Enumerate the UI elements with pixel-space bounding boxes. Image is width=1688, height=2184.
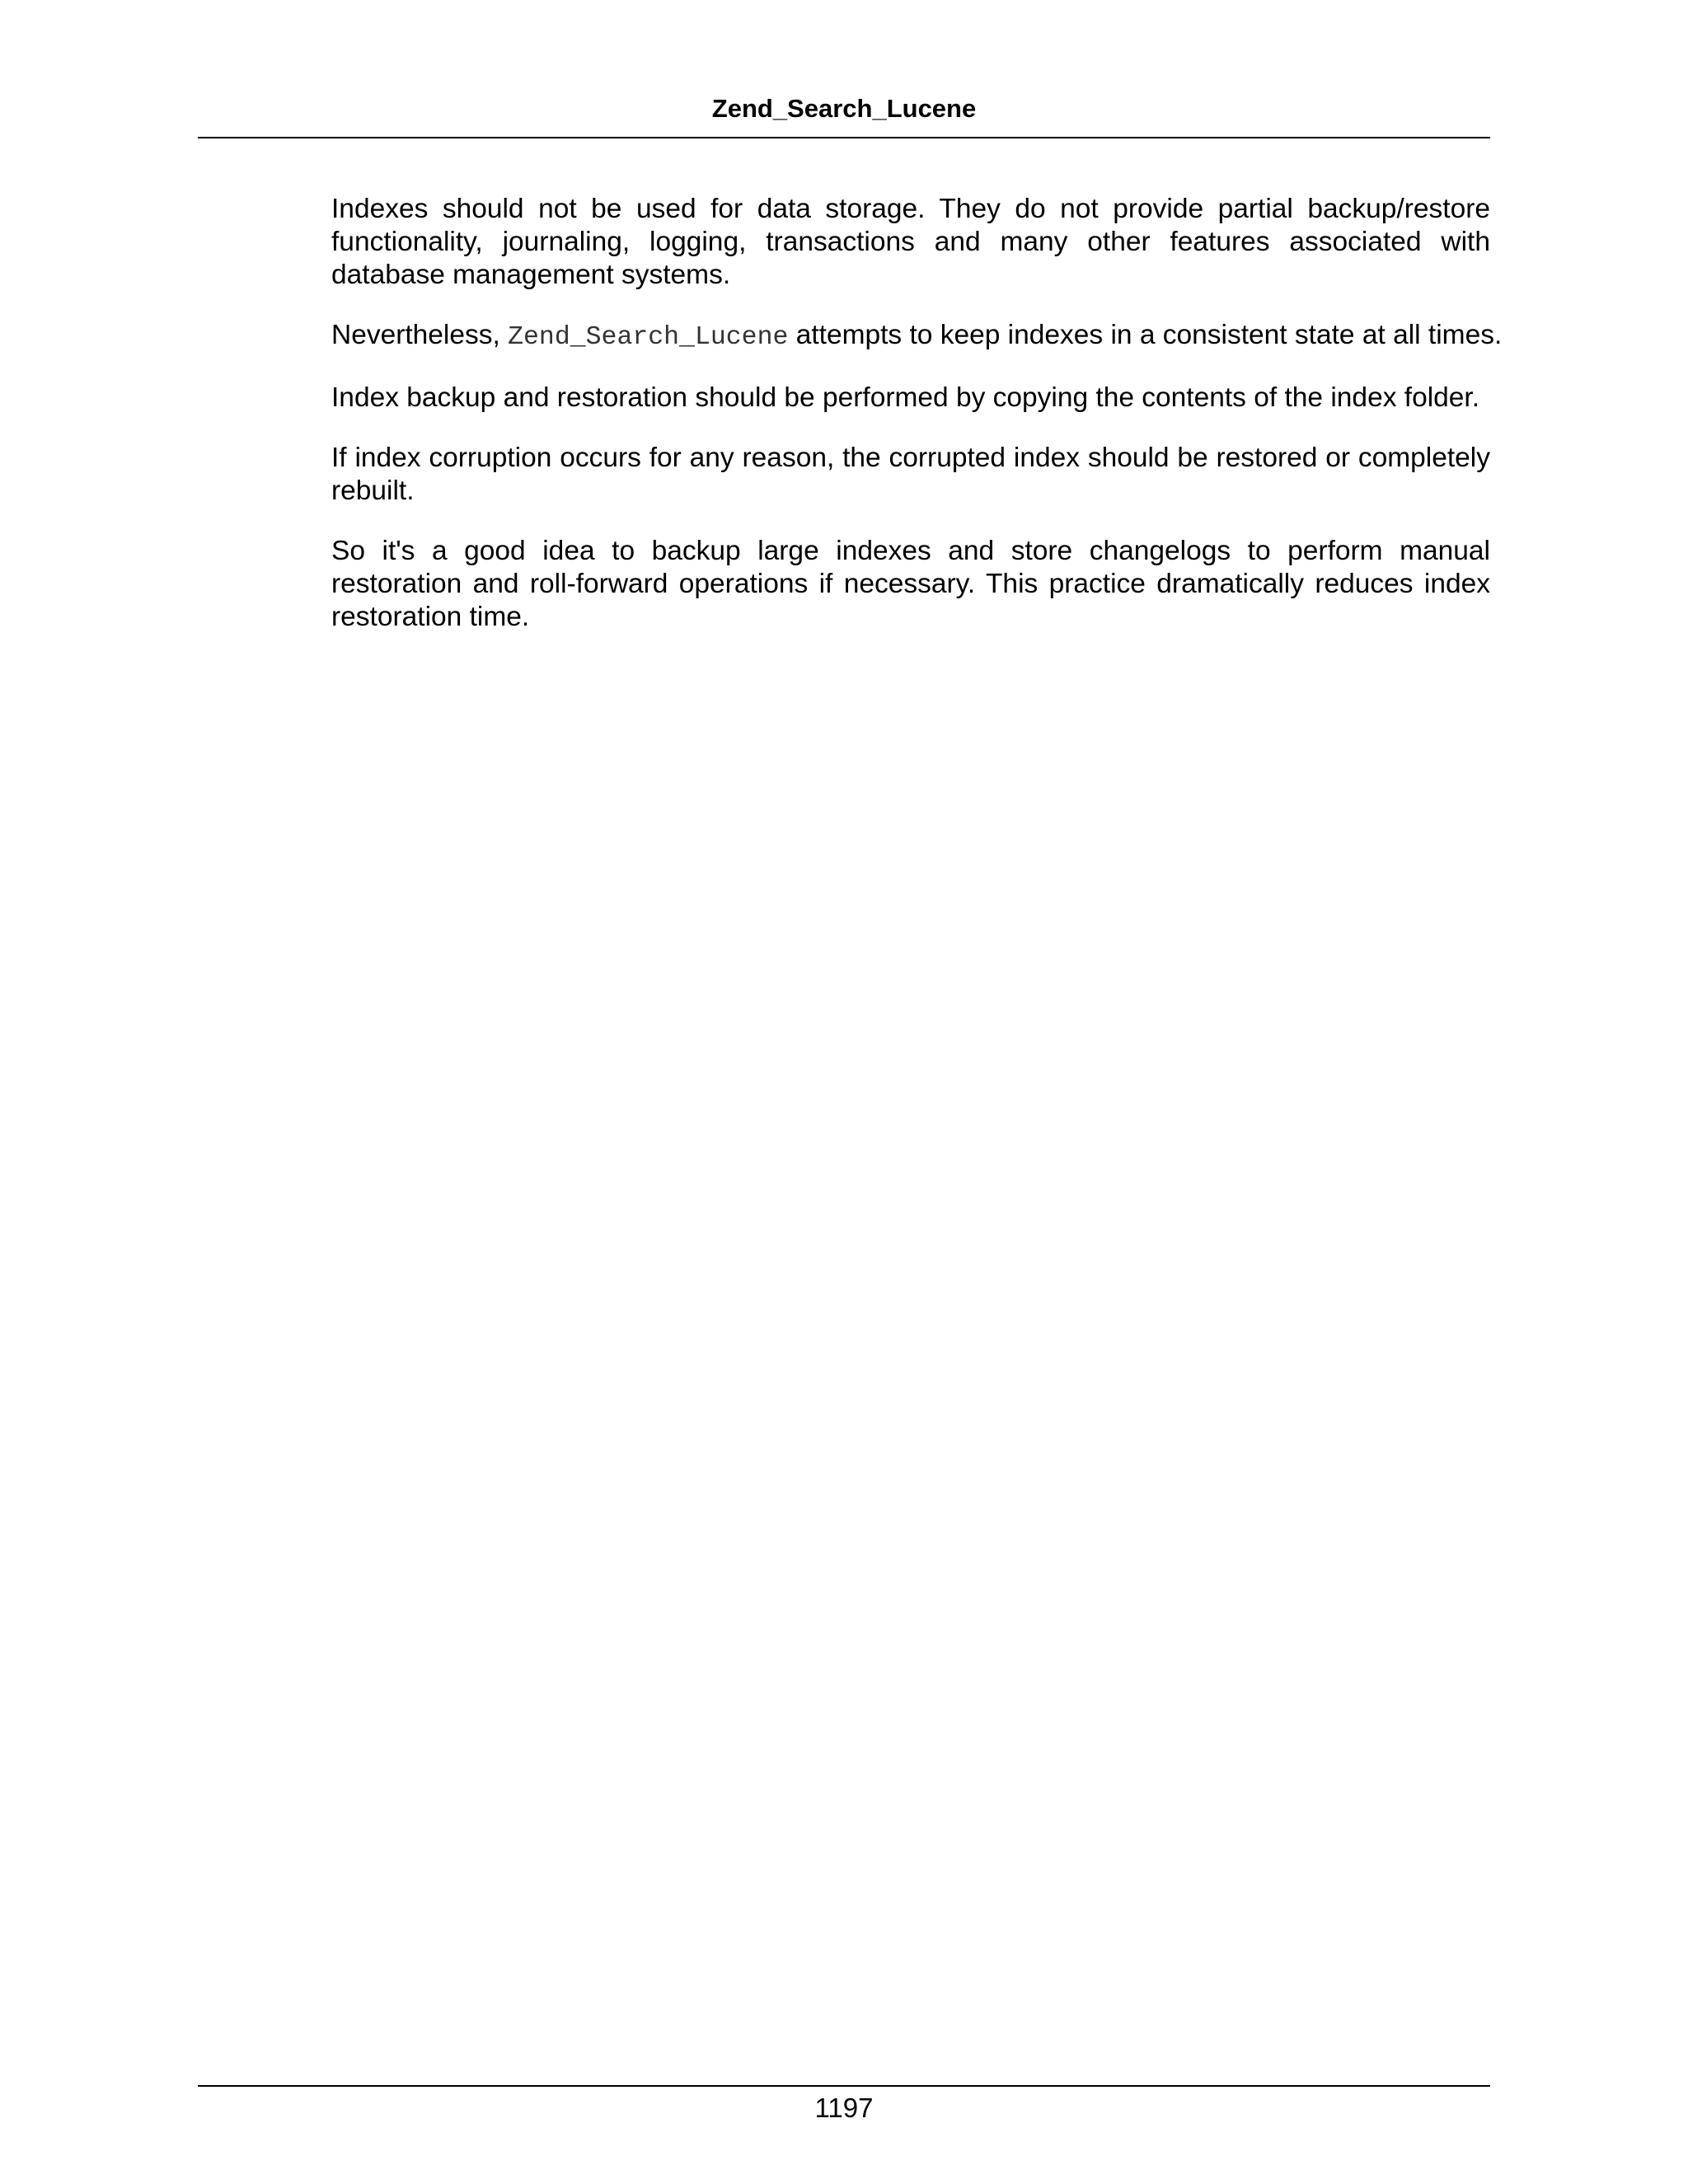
header-rule <box>198 137 1490 138</box>
paragraph-corruption: If index corruption occurs for any reason, the corrupted index should be restored or completely rebuilt. <box>331 443 1490 506</box>
paragraph-data-storage: Indexes should not be used for data storage. They do not provide partial backup/restore functionality, journaling, logging, transactions and many other features associated with database management systems. <box>331 194 1490 290</box>
paragraph-backup-restore: Index backup and restoration should be performed by copying the contents of the index folder. <box>331 382 1480 413</box>
paragraph-changelogs: So it's a good idea to backup large indexes and store changelogs to perform manual restoration and roll-forward operations if necessary. This practice dramatically reduces index restoration time. <box>331 536 1490 632</box>
main-content <box>331 193 1503 661</box>
class-name-code: Zend_Search_Lucene <box>508 323 789 352</box>
paragraph-consistency-tail: attempts to keep indexes in a consistent state at all times. <box>788 320 1503 350</box>
page-number: 1197 <box>814 2093 874 2123</box>
footer-rule <box>198 2085 1490 2087</box>
running-header-title: Zend_Search_Lucene <box>711 94 977 123</box>
paragraph-consistency <box>331 319 1503 354</box>
paragraph-consistency-lead: Nevertheless, <box>331 320 509 350</box>
